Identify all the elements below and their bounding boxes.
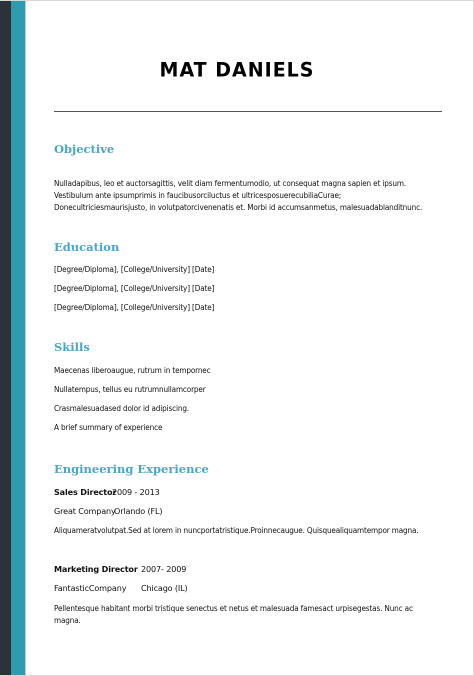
experience-heading: Engineering Experience [54,462,209,476]
dark-side-bar [0,0,11,676]
skill-item: Crasmalesuadased dolor id adipiscing. [54,403,189,413]
job-description [54,602,449,626]
job-title: Marketing Director [54,564,138,574]
skill-item: A brief summary of experience [54,422,163,432]
teal-side-bar [11,0,25,676]
job-dates: 2007- 2009 [141,564,187,574]
header-divider [54,111,442,112]
education-heading: Education [54,240,120,254]
job-dates: 2009 - 2013 [112,487,160,497]
skill-item: Nullatempus, tellus eu rutrumnullamcorper [54,384,206,394]
education-item: [Degree/Diploma], [College/University] [Date] [54,264,215,274]
objective-line: Vestibulum ante ipsumprimis in faucibusorciluctus et ultricesposuerecubiliaCurae; [54,190,342,200]
education-item: [Degree/Diploma], [College/University] [Date] [54,302,215,312]
job-location: Orlando (FL) [114,506,163,516]
job-company: Great Company [54,506,116,516]
objective-line: Donecultriciesmaurisjusto, in volutpatorcivenenatis et. Morbi id accumsanmetus, malesuadablanditnunc. [54,202,423,212]
job-description-line: Pellentesque habitant morbi tristique senectus et netus et malesuada famesact urpisegestas. Nunc ac [54,603,413,613]
skill-item: Maecenas liberoaugue, rutrum in tempornec [54,365,211,375]
job-description: Aliquameratvolutpat.Sed at lorem in nuncportatristique.Proinnecaugue. Quisquealiquamtempor magna. [54,525,419,535]
objective-text [54,177,449,213]
job-location: Chicago (IL) [141,583,188,593]
page-border [25,0,26,676]
job-company: FantasticCompany [54,583,127,593]
resume-name: MAT DANIELS [159,58,315,82]
education-item: [Degree/Diploma], [College/University] [Date] [54,283,215,293]
frame-top [0,0,474,1]
skills-heading: Skills [54,340,90,354]
job-description-line: magna. [54,615,81,625]
objective-heading: Objective [54,142,115,156]
job-title: Sales Director [54,487,117,497]
objective-line: Nulladapibus, leo et auctorsagittis, velit diam fermentumodio, ut consequat magna sapien et ipsum. [54,178,406,188]
